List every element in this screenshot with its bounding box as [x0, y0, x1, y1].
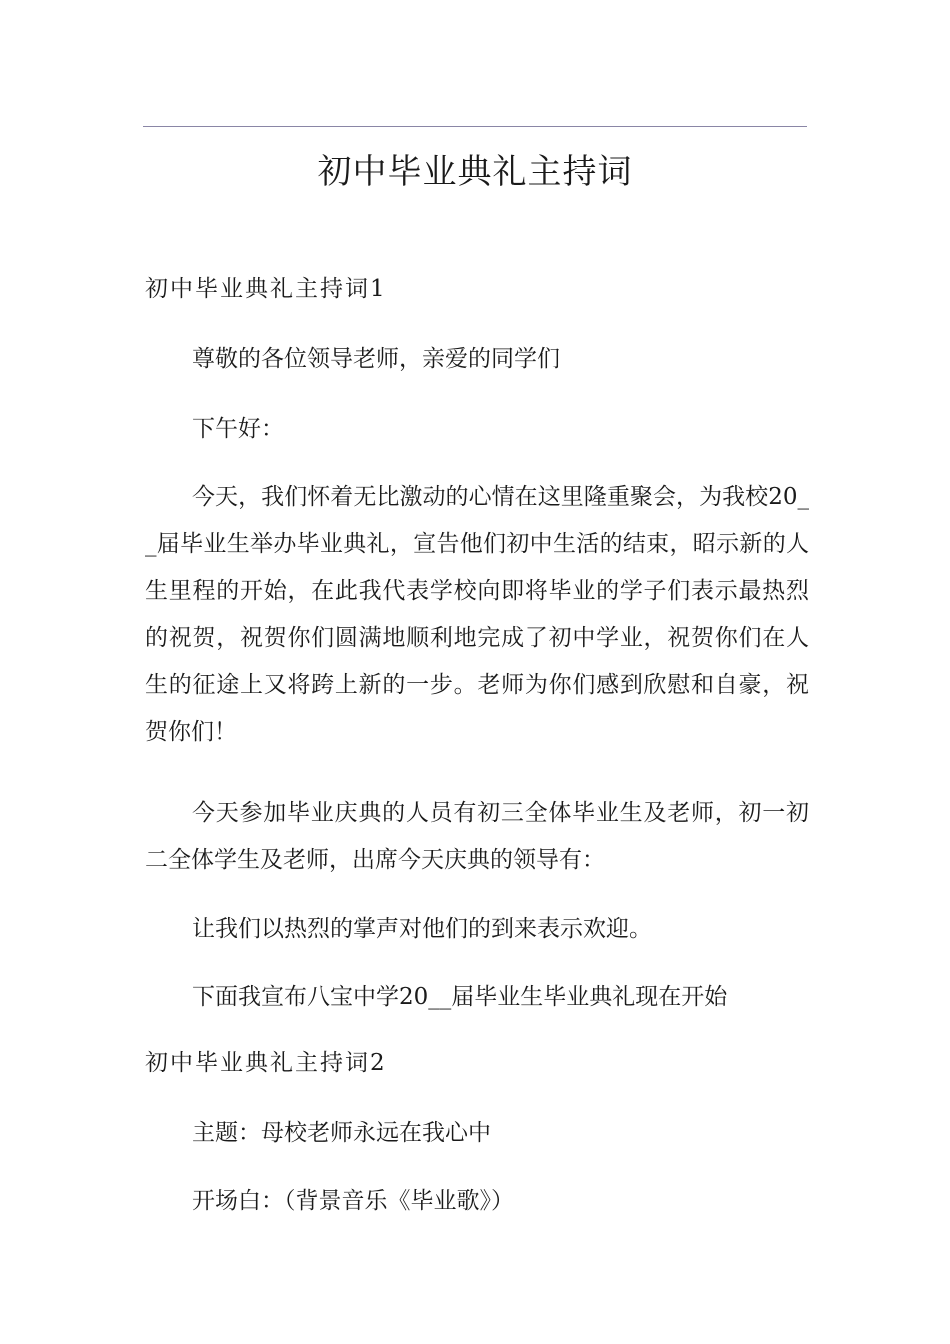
section-heading-1: 初中毕业典礼主持词1	[145, 276, 387, 302]
paragraph-greeting: 下午好：	[192, 416, 284, 442]
paragraph-attendees: 今天参加毕业庆典的人员有初三全体毕业生及老师，初一初二全体学生及老师，出席今天庆典的领导有：	[145, 800, 809, 873]
top-divider	[143, 126, 807, 127]
paragraph-welcome: 让我们以热烈的掌声对他们的到来表示欢迎。	[192, 916, 652, 942]
section-heading-2: 初中毕业典礼主持词2	[145, 1050, 387, 1076]
paragraph-salutation: 尊敬的各位领导老师，亲爱的同学们	[192, 346, 560, 372]
paragraph-theme: 主题：母校老师永远在我心中	[192, 1120, 491, 1146]
paragraph-announcement: 下面我宣布八宝中学20__届毕业生毕业典礼现在开始	[192, 984, 728, 1010]
document-title: 初中毕业典礼主持词	[317, 152, 633, 192]
paragraph-opening-speech: 今天，我们怀着无比激动的心情在这里隆重聚会，为我校20__届毕业生举办毕业典礼，宣告他们初中生活的结束，昭示新的人生里程的开始，在此我代表学校向即将毕业的学子们表示最热烈的祝贺，祝贺你们圆满地顺利地完成了初中学业，祝贺你们在人生的征途上又将跨上新的一步。老师为你们感到欣慰和自豪，祝贺你们！	[145, 484, 809, 745]
paragraph-opening-remarks: 开场白：（背景音乐《毕业歌》）	[192, 1188, 514, 1214]
